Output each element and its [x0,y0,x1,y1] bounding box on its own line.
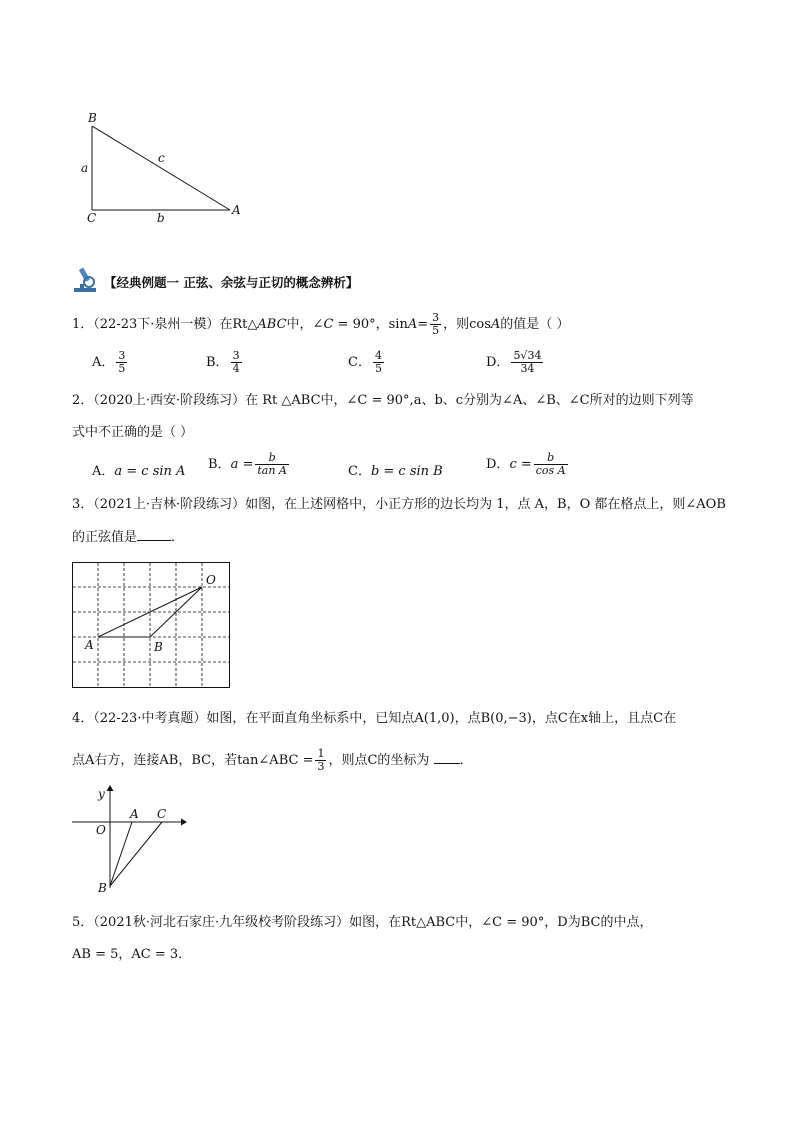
question-4-line-1: 4．（22-23·中考真题）如图，在平面直角坐标系中，已知点A(1,0)，点B(0,−3)，点C在x轴上，且点C在 [72,711,677,726]
microscope-icon [72,264,102,298]
question-5-line-1: 5．（2021秋·河北石家庄·九年级校考阶段练习）如图，在Rt△ABC中，∠C = 90°，D为BC的中点， [72,915,653,930]
origin-label-o: O [96,823,106,837]
q2-option-d[interactable]: D．c = $\frac{b}{\text{cos A}}$ [486,451,566,477]
question-1: 1．（22-23下·泉州一模）在Rt△ABC中，∠C = 90°，sinA= $\frac{3}{5}$ ，则cosA的值是（ ） [72,311,570,337]
q1-option-c[interactable]: C． $\frac{4}{5}$ [348,349,382,375]
q2-option-a[interactable]: A．a = c sin A [92,464,186,479]
grid-figure [72,562,232,690]
q2-option-c[interactable]: C．b = c sin B [348,464,443,479]
side-label-b: b [157,211,165,225]
point-label-b: B [98,881,107,894]
q1-option-b[interactable]: B． $\frac{3}{4}$ [206,349,240,375]
side-label-a: a [81,161,89,175]
q1-option-d[interactable]: D． $\frac{5√34}{34}$ [486,349,542,375]
vertex-label-a: A [232,203,241,217]
vertex-label-c: C [87,211,97,225]
fraction-3-5: $\frac{3}{5}$ [432,311,440,337]
question-2-line-1: 2．（2020上·西安·阶段练习）在 Rt △ABC中，∠C = 90°,a、b、c分别为∠A、∠B、∠C所对的边则下列等 [72,393,694,408]
coordinate-figure [70,782,194,894]
point-label-c: C [157,807,167,821]
question-3-line-1: 3．（2021上·吉林·阶段练习）如图，在上述网格中，小正方形的边长均为 1，点 A，B，O 都在格点上，则∠AOB [72,497,726,512]
axis-label-y: y [98,787,105,801]
question-3-line-2: 的正弦值是 ． [72,530,185,545]
point-label-b: B [154,640,163,654]
triangle-figure [78,108,258,228]
side-label-c: c [158,151,165,165]
point-label-a: A [130,807,139,821]
question-4-line-2: 点A右方，连接AB，BC，若tan∠ABC = $\frac{1}{3}$ ，则点C的坐标为 ． [72,747,473,773]
q1-option-a[interactable]: A． $\frac{3}{5}$ [92,349,126,375]
question-2-line-2: 式中不正确的是（ ） [72,425,194,440]
vertex-label-b: B [88,111,97,125]
q2-option-b[interactable]: B．a = $\frac{b}{\text{tan A}}$ [208,451,287,477]
point-label-a: A [85,638,94,652]
question-5-line-2: AB = 5，AC = 3． [72,947,192,962]
section-title: 【经典例题一 正弦、余弦与正切的概念辨析】 [104,275,359,290]
point-label-o: O [206,573,216,587]
